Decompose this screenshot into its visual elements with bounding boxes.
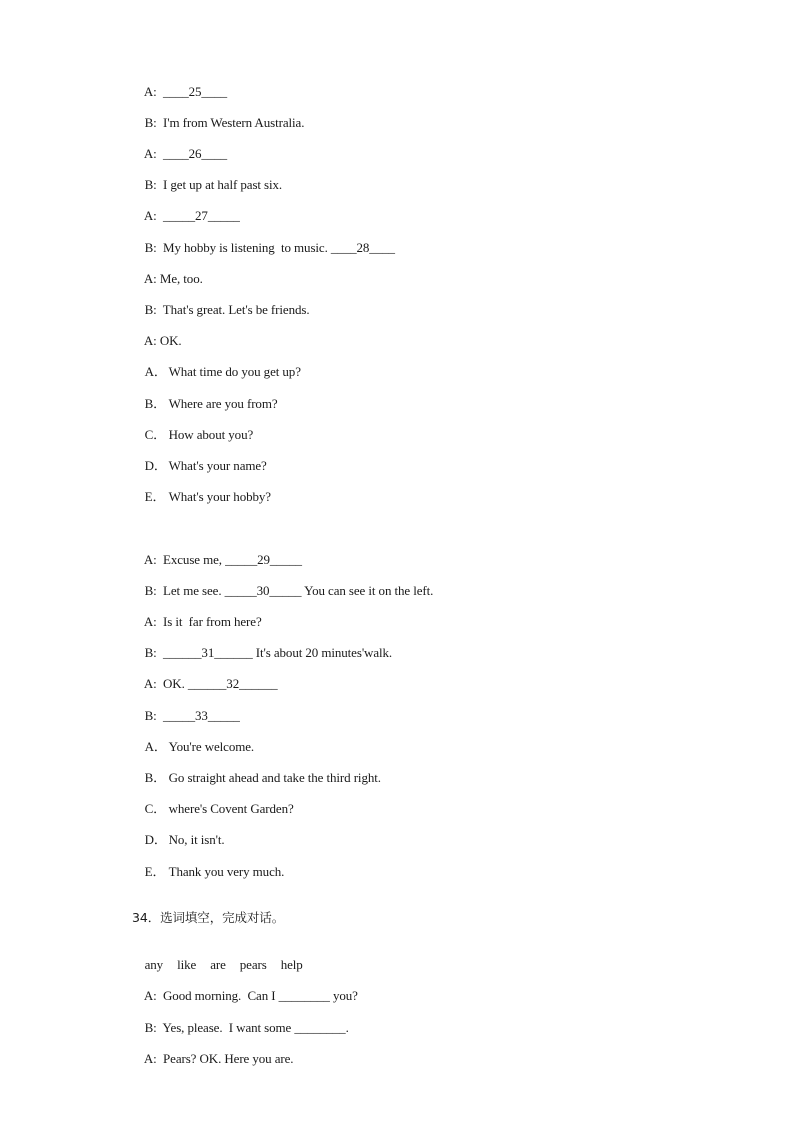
speaker: A: (143, 1051, 157, 1066)
line-text: Pears? OK. Here you are. (163, 1051, 294, 1066)
line-text: Let me see. (163, 583, 225, 598)
speaker: B: (144, 302, 157, 317)
speaker: A: (143, 552, 157, 567)
word-bank-item: pears (239, 957, 267, 972)
speaker: A: (143, 333, 157, 348)
answer-blank-33: _____33_____ (163, 708, 240, 723)
speaker: A: (143, 84, 157, 99)
option-text: What time do you get up? (168, 364, 301, 379)
q34-title: 34．选词填空，完成对话。 (132, 910, 285, 925)
line-text: Good morning. Can I ________ you? (163, 988, 358, 1003)
word-bank-item: like (177, 957, 197, 972)
option-letter: C． (144, 801, 167, 816)
option-letter: D． (144, 832, 167, 847)
option-text: Where are you from? (168, 396, 278, 411)
line-text: That's great. Let's be friends. (162, 302, 310, 317)
speaker: B: (144, 177, 157, 192)
option-text: Thank you very much. (168, 864, 285, 879)
line-text: Excuse me, (163, 552, 226, 567)
line-text: I'm from Western Australia. (163, 115, 305, 130)
speaker: A: (143, 208, 157, 223)
option-text: You're welcome. (168, 739, 255, 754)
speaker: A: (143, 988, 157, 1003)
line-text: Me, too. (159, 271, 203, 286)
speaker: A: (143, 146, 157, 161)
line-text-after: You can see it on the left. (301, 583, 434, 598)
option-letter: D． (144, 458, 167, 473)
speaker: A: (143, 676, 157, 691)
dialog1-option-e (132, 473, 271, 521)
option-text: Go straight ahead and take the third right. (168, 770, 381, 785)
line-text: I get up at half past six. (163, 177, 283, 192)
option-text: where's Covent Garden? (168, 801, 294, 816)
speaker: B: (144, 583, 157, 598)
option-letter: E． (144, 864, 166, 879)
line-text: My hobby is listening to music. (163, 240, 331, 255)
answer-blank-25: ____25____ (163, 84, 228, 99)
option-text: What's your hobby? (168, 489, 271, 504)
dialog2-option-e (132, 848, 284, 896)
speaker: B: (144, 240, 157, 255)
answer-blank-32: ______32______ (187, 676, 278, 691)
option-letter: E． (144, 489, 166, 504)
q34-line-3 (132, 1035, 293, 1083)
line-text: Is it far from here? (163, 614, 262, 629)
line-text: OK. (163, 676, 188, 691)
word-bank-item: are (210, 957, 226, 972)
speaker: B: (144, 1020, 157, 1035)
option-text: What's your name? (168, 458, 267, 473)
option-letter: B． (144, 770, 167, 785)
option-letter: A． (144, 739, 167, 754)
answer-blank-28: ____28____ (330, 240, 395, 255)
option-text: No, it isn't. (168, 832, 225, 847)
word-bank-item: help (280, 957, 303, 972)
option-text: How about you? (168, 427, 254, 442)
answer-blank-27: _____27_____ (163, 208, 240, 223)
line-text: Yes, please. I want some ________. (162, 1020, 349, 1035)
answer-blank-26: ____26____ (163, 146, 228, 161)
option-letter: A． (144, 364, 167, 379)
speaker: A: (143, 614, 157, 629)
speaker: B: (144, 708, 157, 723)
line-text: OK. (159, 333, 182, 348)
line-text-after: It's about 20 minutes'walk. (252, 645, 393, 660)
speaker: B: (144, 645, 157, 660)
answer-blank-30: _____30_____ (224, 583, 302, 598)
speaker: A: (143, 271, 157, 286)
word-bank-item: any (144, 957, 164, 972)
speaker: B: (144, 115, 157, 130)
option-letter: C． (144, 427, 167, 442)
answer-blank-31: ______31______ (163, 645, 253, 660)
option-letter: B． (144, 396, 167, 411)
answer-blank-29: _____29_____ (225, 552, 302, 567)
